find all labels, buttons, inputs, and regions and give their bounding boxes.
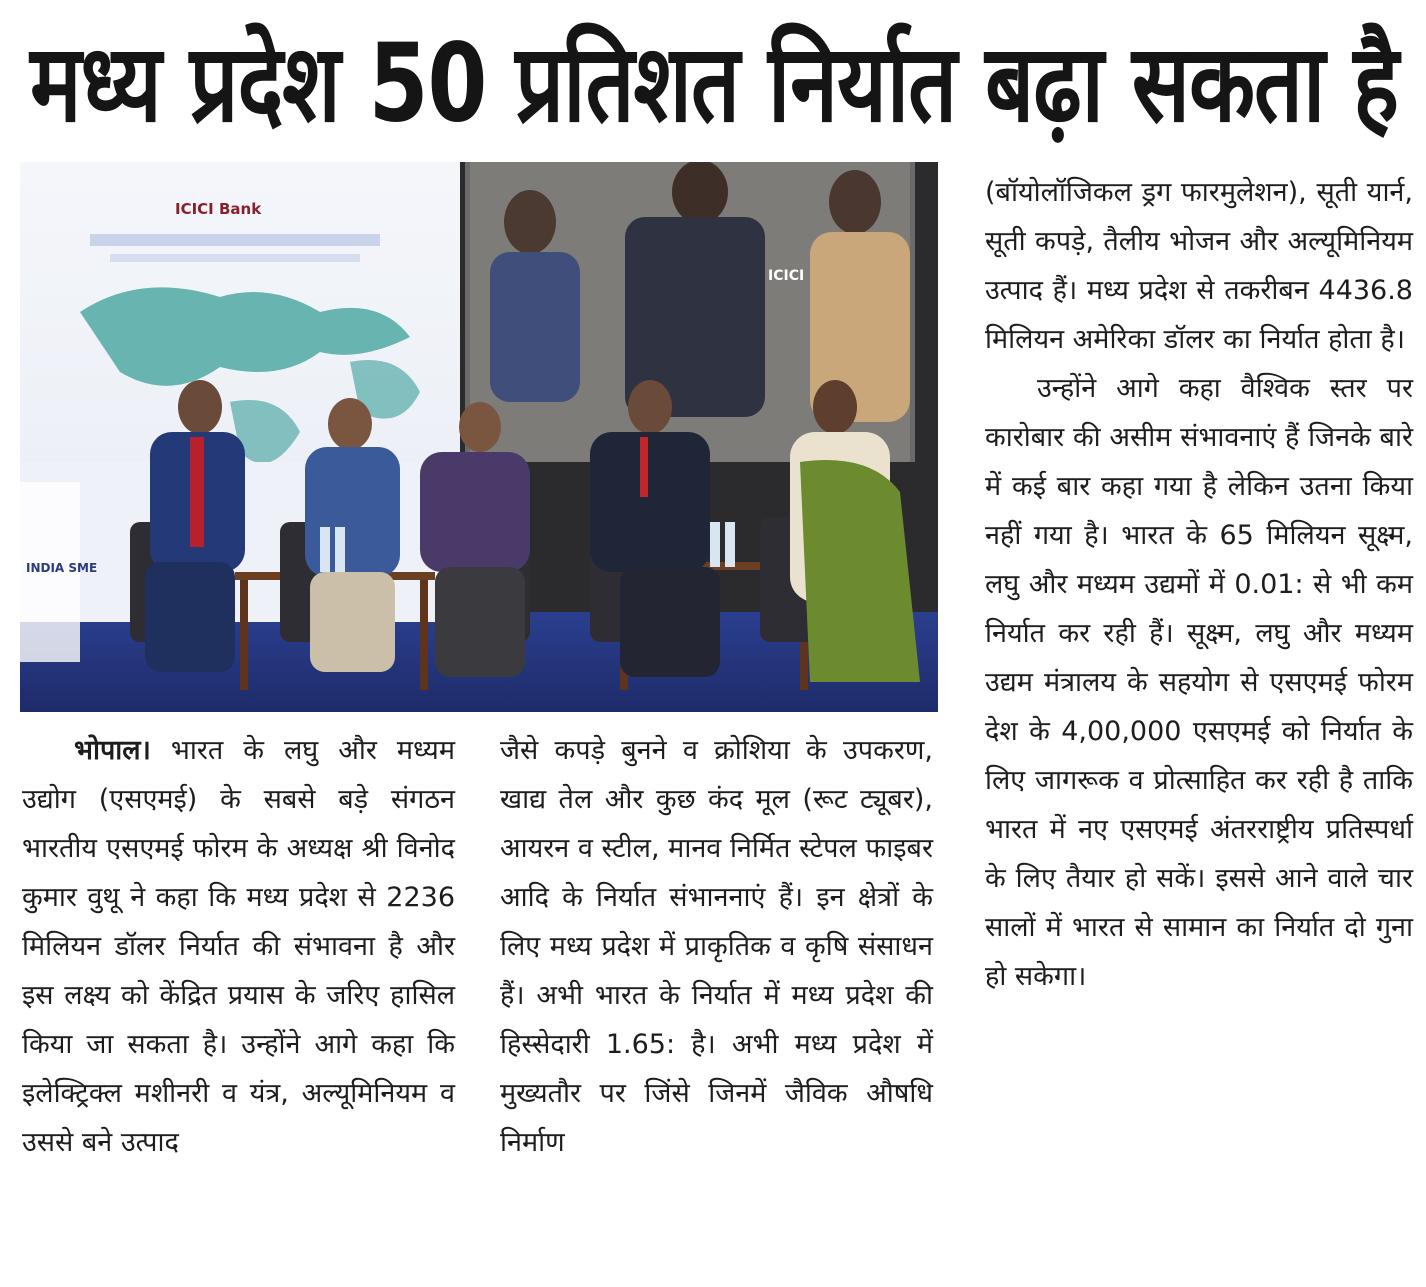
column-3-paragraph-1: (बॉयोलॉजिकल ड्रग फारमुलेशन), सूती यार्न, सूती कपड़े, तैलीय भोजन और अल्यूमिनियम उत्पाद हैं। मध्य प्रदेश से तकरीबन 4436.8 मिलियन अमेरिका डॉलर का निर्यात होता है। xyxy=(985,177,1413,355)
article-column-1 xyxy=(22,726,455,1167)
article-column-2 xyxy=(500,726,933,1167)
icici-logo-text: ICICI Bank xyxy=(175,200,262,218)
article-column-3 xyxy=(985,168,1413,1001)
dateline: भोपाल। xyxy=(74,735,151,766)
booth-label: INDIA SME xyxy=(26,561,98,575)
screen-logo-text: ICICI xyxy=(768,268,805,284)
article-paragraph xyxy=(22,726,455,1167)
column-2-text: जैसे कपड़े बुनने व क्रोशिया के उपकरण, खाद्य तेल और कुछ कंद मूल (रूट ट्यूबर), आयरन व स्टील, मानव निर्मित स्टेपल फाइबर आदि के निर्यात संभाननाएं हैं। इन क्षेत्रों के लिए मध्य प्रदेश में प्राकृतिक व कृषि संसाधन हैं। अभी भारत के निर्यात में मध्य प्रदेश की हिस्सेदारी 1.65: है। अभी मध्य प्रदेश में मुख्यतौर पर जिंसे जिनमें जैविक औषधि निर्माण xyxy=(500,735,933,1158)
column-3-paragraph-2: उन्होंने आगे कहा वैश्विक स्तर पर कारोबार की असीम संभावनाएं हैं जिनके बारे में कई बार कहा गया है लेकिन उतना किया नहीं गया है। भारत के 65 मिलियन सूक्ष्म, लघु और मध्यम उद्यमों में 0.01: से भी कम निर्यात कर रही हैं। सूक्ष्म, लघु और मध्यम उद्यम मंत्रालय के सहयोग से एसएमई फोरम देश के 4,00,000 एसएमई को निर्यात के लिए जागरूक व प्रोत्साहित कर रही है ताकि भारत में नए एसएमई अंतरराष्ट्रीय प्रतिस्पर्धा के लिए तैयार हो सकें। इससे आने वाले चार सालों में भारत से सामान का निर्यात दो गुना हो सकेगा। xyxy=(985,373,1413,992)
event-photo xyxy=(20,162,938,712)
headline: मध्य प्रदेश 50 प्रतिशत निर्यात बढ़ा सकता है xyxy=(30,20,1398,146)
column-1-text: भारत के लघु और मध्यम उद्योग (एसएमई) के सबसे बड़े संगठन भारतीय एसएमई फोरम के अध्यक्ष श्री विनोद कुमार वुथू ने कहा कि मध्य प्रदेश से 2236 मिलियन डॉलर निर्यात की संभावना है और इस लक्ष्य को केंद्रित प्रयास के जरिए हासिल किया जा सकता है। उन्होंने आगे कहा कि इलेक्ट्रिक्ल मशीनरी व यंत्र, अल्यूमिनियम व उससे बने उत्पाद xyxy=(22,735,455,1158)
